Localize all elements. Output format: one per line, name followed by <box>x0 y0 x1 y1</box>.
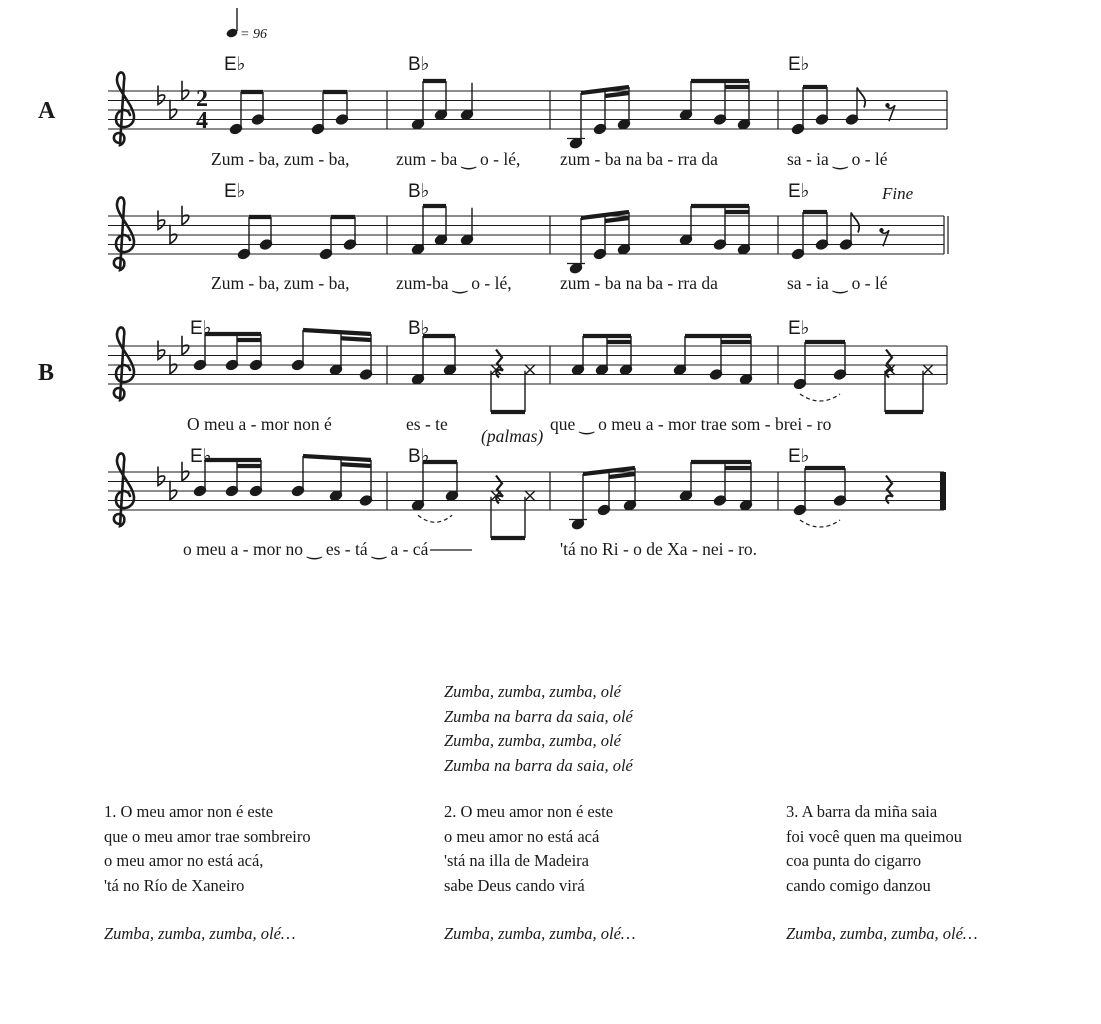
chorus-line: Zumba, zumba, zumba, olé <box>444 682 621 701</box>
verse-refrain: Zumba, zumba, zumba, olé… <box>444 924 636 943</box>
slur-mark <box>800 520 840 527</box>
lyric-line: Zum - ba, zum - ba, <box>211 273 350 293</box>
chord-symbol: E♭ <box>224 181 246 202</box>
chord-symbol: B♭ <box>408 54 430 75</box>
percussion-note-icon <box>525 365 535 375</box>
note-beam <box>609 474 635 477</box>
section-label-a: A <box>38 98 56 124</box>
palmas-label: (palmas) <box>481 426 544 446</box>
flat-sign-icon <box>158 211 165 230</box>
quarter-rest-icon <box>886 476 893 504</box>
verse-line: cando comigo danzou <box>786 875 931 895</box>
note-beam <box>341 338 371 340</box>
verse-line: o meu amor no está acá, <box>104 851 264 870</box>
lyric-line: o meu a - mor no ‿ es - tá ‿ a - cá <box>183 539 429 559</box>
flat-sign-icon <box>158 86 165 105</box>
lyric-line: zum - ba ‿ o - lé, <box>396 149 521 169</box>
time-sig-top: 2 <box>196 86 208 112</box>
eighth-rest-icon <box>879 228 883 232</box>
verse-refrain: Zumba, zumba, zumba, olé… <box>104 924 296 943</box>
flat-sign-icon <box>182 81 189 100</box>
final-bar-line <box>940 472 946 510</box>
eighth-rest-icon <box>886 105 895 121</box>
flat-sign-icon <box>170 481 177 500</box>
note-beam <box>605 218 629 221</box>
lyric-line: O meu a - mor non é <box>187 414 332 434</box>
chord-symbol: E♭ <box>788 446 810 467</box>
verse-line: 2. O meu amor non é este <box>444 802 614 821</box>
tempo-marking <box>225 8 266 42</box>
chord-symbol: E♭ <box>788 181 810 202</box>
percussion-note-icon <box>923 365 933 375</box>
chord-symbol: E♭ <box>190 446 212 467</box>
slur-mark <box>800 394 840 401</box>
flat-sign-icon <box>182 336 189 355</box>
fine-marking: Fine <box>882 184 914 203</box>
eighth-rest-icon <box>880 230 889 246</box>
chorus-line: Zumba na barra da saia, olé <box>444 755 633 775</box>
verse-1 <box>104 800 311 947</box>
note-beam <box>341 464 371 466</box>
chord-symbol: E♭ <box>224 54 246 75</box>
slur-mark <box>418 515 452 522</box>
verse-refrain: Zumba, zumba, zumba, olé… <box>786 924 978 943</box>
flat-sign-icon <box>158 341 165 360</box>
verse-line: foi você quen ma queimou <box>786 826 962 846</box>
treble-clef-icon <box>114 197 134 270</box>
verse-line: que o meu amor trae sombreiro <box>104 826 311 846</box>
treble-clef-icon <box>114 453 134 526</box>
note-beam <box>605 93 629 96</box>
note-beam <box>303 330 371 334</box>
verse-line: 1. O meu amor non é este <box>104 802 274 821</box>
flat-sign-icon <box>182 206 189 225</box>
eighth-rest-icon <box>885 103 889 107</box>
chorus-line: Zumba, zumba, zumba, olé <box>444 731 621 750</box>
lyric-line: 'tá no Ri - o de Xa - nei - ro. <box>560 539 758 559</box>
lyric-line: que ‿ o meu a - mor trae som - brei - ro <box>550 414 832 434</box>
chord-symbol: B♭ <box>408 446 430 467</box>
lyric-line: zum-ba ‿ o - lé, <box>396 273 512 293</box>
chorus-text <box>444 680 633 778</box>
verse-line: o meu amor no está acá <box>444 826 600 846</box>
section-label-b: B <box>38 360 55 386</box>
tempo-text: = 96 <box>240 27 267 42</box>
flat-sign-icon <box>170 225 177 244</box>
time-sig-bottom: 4 <box>196 108 208 134</box>
lyric-line: sa - ia ‿ o - lé <box>787 273 888 293</box>
chord-symbol: E♭ <box>190 318 212 339</box>
lyric-line: zum - ba na ba - rra da <box>560 273 718 293</box>
chord-symbol: E♭ <box>788 318 810 339</box>
chord-symbol: E♭ <box>788 54 810 75</box>
flat-sign-icon <box>170 355 177 374</box>
verse-line: 'tá no Río de Xaneiro <box>104 875 245 895</box>
verse-line: coa punta do cigarro <box>786 851 922 870</box>
verse-3 <box>786 800 978 947</box>
note-beam <box>303 456 371 460</box>
verse-line: 'stá na illa de Madeira <box>444 851 589 870</box>
lyric-line: sa - ia ‿ o - lé <box>787 149 888 169</box>
lyric-line: zum - ba na ba - rra da <box>560 149 718 169</box>
verse-line: 3. A barra da miña saia <box>786 802 938 821</box>
lyric-line: Zum - ba, zum - ba, <box>211 149 350 169</box>
treble-clef-icon <box>114 72 134 145</box>
percussion-note-icon <box>525 491 535 501</box>
lyric-line: es - te <box>406 414 448 434</box>
chord-symbol: B♭ <box>408 181 430 202</box>
flat-sign-icon <box>158 467 165 486</box>
chord-symbol: B♭ <box>408 318 430 339</box>
treble-clef-icon <box>114 327 134 400</box>
verse-line: sabe Deus cando virá <box>444 875 585 895</box>
chorus-line: Zumba na barra da saia, olé <box>444 706 633 726</box>
flat-sign-icon <box>182 462 189 481</box>
verse-2 <box>444 800 636 947</box>
flat-sign-icon <box>170 100 177 119</box>
